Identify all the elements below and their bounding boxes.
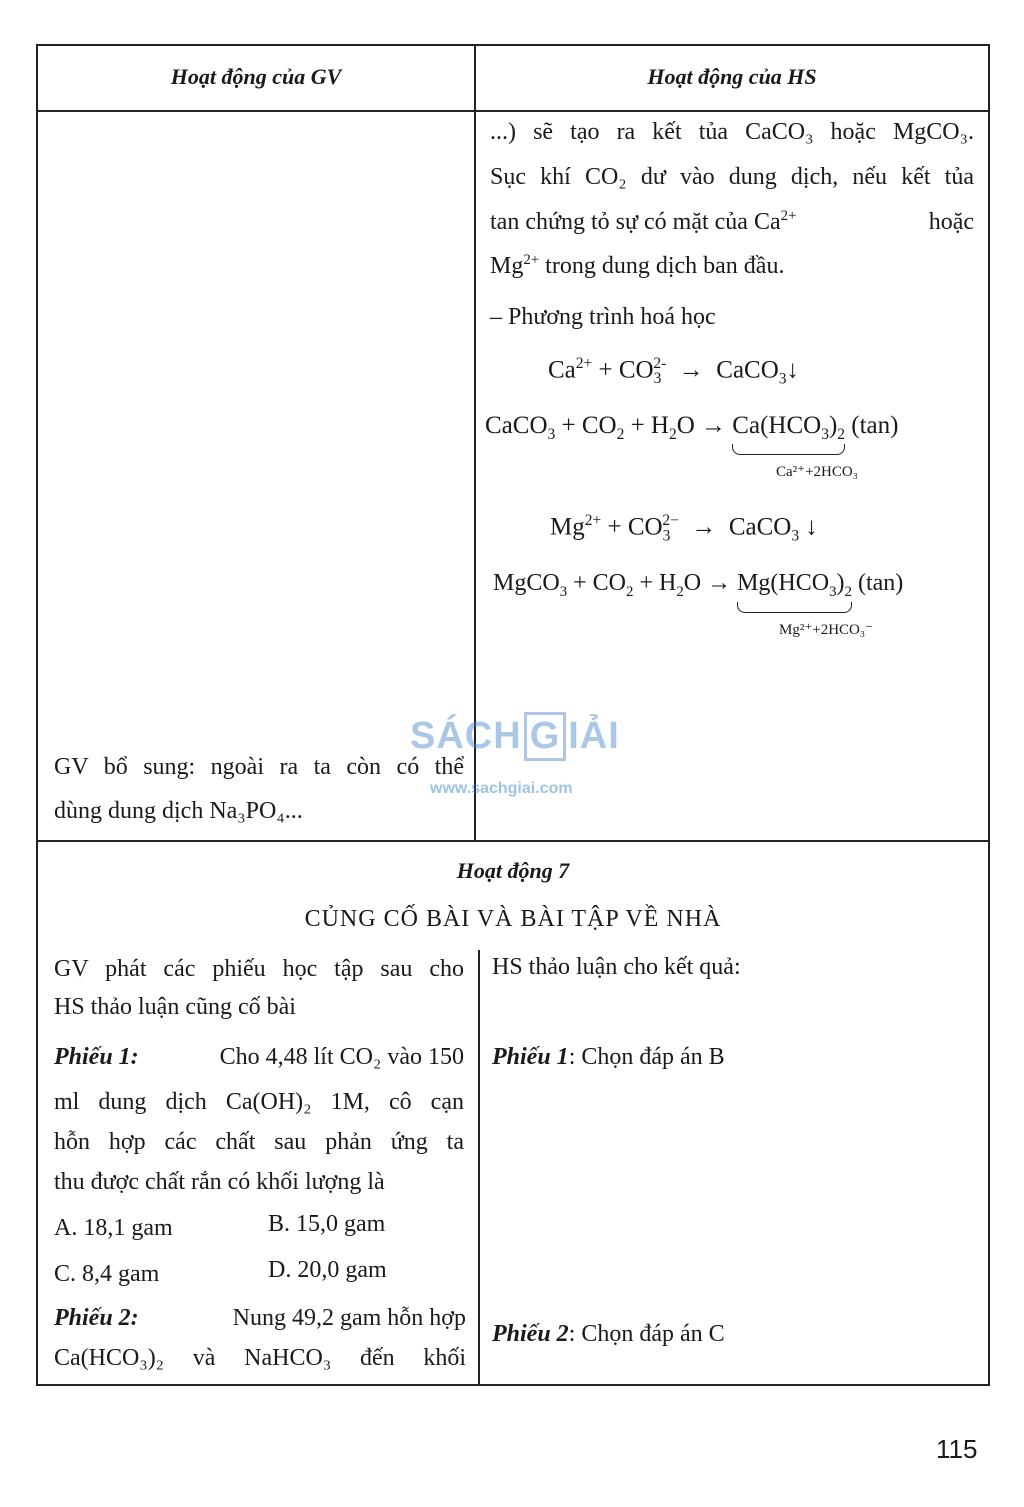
column-divider-bottom bbox=[478, 950, 480, 1386]
equation-1: $Ca^{2+} + CO_3^{2-}$ → CaCO$_3$↓ bbox=[548, 355, 800, 388]
eq2-lhs: CaCO bbox=[485, 412, 548, 439]
hs-answer-1-label: Phiếu 1 bbox=[492, 1044, 569, 1070]
hs-top-line4-text: trong dung dịch ban đầu. bbox=[539, 253, 785, 279]
eq3-precip: ↓ bbox=[805, 513, 818, 541]
eq2-underbrace bbox=[732, 444, 845, 455]
eq1-arrow: → bbox=[678, 356, 704, 384]
equation-3: $Mg^{2+} + CO_3^{2-}$ → CaCO$_3$ ↓ bbox=[550, 512, 818, 545]
phieu1-line3: hỗn hợp các chất sau phản ứng ta bbox=[54, 1129, 464, 1155]
gv-intro-line1: GV phát các phiếu học tập sau cho bbox=[54, 956, 464, 982]
eq2-h2o: + H bbox=[630, 412, 669, 439]
phieu1-line1-text: Cho 4,48 lít CO₂ vào 150 bbox=[219, 1044, 464, 1070]
phieu2-line1 bbox=[54, 1304, 466, 1333]
header-gv: Hoạt động của GV bbox=[170, 64, 342, 89]
header-divider bbox=[36, 110, 990, 112]
eq4-product-tail: ) bbox=[836, 570, 845, 596]
eq1-precip: ↓ bbox=[786, 356, 800, 384]
eq1-product: CaCO bbox=[716, 356, 779, 384]
equation-4: MgCO$_3$ + $CO_2 + H_2O \to Mg(HCO_3)_2$ (tan) bbox=[493, 570, 903, 601]
eq4-co2: + CO bbox=[573, 570, 626, 596]
gv-intro-line2: HS thảo luận cũng cố bài bbox=[54, 994, 296, 1020]
gv-top-line2: dùng dung dịch Na₃PO₄... bbox=[54, 798, 303, 824]
eq3-product: CaCO bbox=[728, 513, 792, 541]
eq3-ion: Mg bbox=[550, 513, 585, 541]
eq4-ion-note: Mg²⁺+2HCO₃⁻ bbox=[779, 622, 874, 638]
phieu1-label: Phiếu 1: bbox=[54, 1044, 139, 1070]
phieu1-line2: ml dung dịch Ca(OH)₂ 1M, cô cạn bbox=[54, 1089, 464, 1115]
watermark-part-b: IẢI bbox=[568, 715, 620, 757]
phieu1-line4: thu được chất rắn có khối lượng là bbox=[54, 1169, 385, 1195]
eq2-product-group: $Ca(HCO_3)_2$ bbox=[732, 412, 845, 444]
eq2-state: (tan) bbox=[851, 412, 899, 439]
phieu2-line2: Ca(HCO₃)₂ và NaHCO₃ đến khối bbox=[54, 1345, 466, 1371]
hs-top-line4-ion: Mg bbox=[490, 253, 524, 279]
equation-2: CaCO$_3$ + $CO_2 + H_2O \to Ca(HCO_3)_2$ (tan) bbox=[485, 412, 898, 444]
hs-top-line3-end: hoặc bbox=[928, 209, 974, 235]
hs-top-line2: Sục khí CO₂ dư vào dung dịch, nếu kết tủa bbox=[490, 164, 974, 190]
activity7-subtitle: CỦNG CỐ BÀI VÀ BÀI TẬP VỀ NHÀ bbox=[304, 906, 722, 932]
eq3-ion-charge: 2+ bbox=[584, 512, 602, 529]
eq2-co2: + CO bbox=[561, 412, 617, 439]
eq4-state: (tan) bbox=[857, 570, 904, 596]
watermark-url: www.sachgiai.com bbox=[430, 780, 573, 797]
eq2-product-tail: ) bbox=[828, 412, 838, 439]
hs-answer-2-text: : Chọn đáp án C bbox=[568, 1321, 725, 1347]
gv-top-line1: GV bổ sung: ngoài ra ta còn có thể bbox=[54, 754, 464, 780]
hs-answer-1-text: : Chọn đáp án B bbox=[568, 1044, 725, 1070]
header-hs: Hoạt động của HS bbox=[647, 64, 817, 89]
activity7-title: Hoạt động 7 bbox=[456, 858, 570, 883]
eq4-underbrace bbox=[737, 602, 852, 613]
hs-top-line3-charge: 2+ bbox=[780, 208, 797, 224]
hs-intro: HS thảo luận cho kết quả: bbox=[492, 954, 741, 980]
eq4-h2o: + H bbox=[639, 570, 677, 596]
eq1-ion: Ca bbox=[548, 356, 576, 384]
eq1-co3-charge: 2- bbox=[653, 355, 667, 372]
eq3-co3-charge: 2− bbox=[662, 512, 679, 529]
eq4-h2o-tail: O bbox=[683, 570, 702, 596]
phieu2-label: Phiếu 2: bbox=[54, 1305, 139, 1331]
eq4-lhs: MgCO bbox=[493, 570, 560, 596]
hs-top-line1: ...) sẽ tạo ra kết tủa CaCO₃ hoặc MgCO₃. bbox=[490, 119, 974, 145]
hs-top-line4 bbox=[490, 252, 784, 281]
hs-top-line3 bbox=[490, 208, 974, 237]
option-b: B. 15,0 gam bbox=[268, 1211, 386, 1237]
phieu2-line1-text: Nung 49,2 gam hỗn hợp bbox=[232, 1305, 466, 1331]
hs-answer-2 bbox=[492, 1320, 725, 1349]
eq4-arrow: → bbox=[707, 570, 732, 596]
eq2-h2o-tail: O bbox=[676, 412, 695, 439]
option-d: D. 20,0 gam bbox=[268, 1257, 387, 1283]
activity7-divider bbox=[36, 840, 990, 842]
hs-answer-1 bbox=[492, 1043, 725, 1072]
hs-top-line4-charge: 2+ bbox=[523, 252, 540, 268]
eq3-arrow: → bbox=[691, 513, 717, 541]
option-c: C. 8,4 gam bbox=[54, 1261, 160, 1287]
eq4-product-group: $Mg(HCO_3)_2$ bbox=[737, 570, 852, 601]
page-number: 115 bbox=[936, 1434, 978, 1464]
option-a: A. 18,1 gam bbox=[54, 1215, 173, 1241]
hs-top-line3-text: tan chứng tỏ sự có mặt của Ca bbox=[490, 209, 781, 235]
eq1-ion-charge: 2+ bbox=[575, 355, 593, 372]
eq2-ion-note: Ca²⁺+2HCO₃ bbox=[776, 464, 858, 480]
hs-top-line5: – Phương trình hoá học bbox=[490, 304, 716, 330]
phieu1-line1 bbox=[54, 1043, 464, 1072]
watermark-part-a: SÁCH bbox=[410, 715, 522, 757]
eq2-arrow: → bbox=[701, 412, 727, 439]
watermark-part-g: G bbox=[524, 712, 567, 761]
eq2-product: Ca(HCO bbox=[732, 412, 822, 439]
eq4-product: Mg(HCO bbox=[737, 570, 830, 596]
hs-answer-2-label: Phiếu 2 bbox=[492, 1321, 569, 1347]
